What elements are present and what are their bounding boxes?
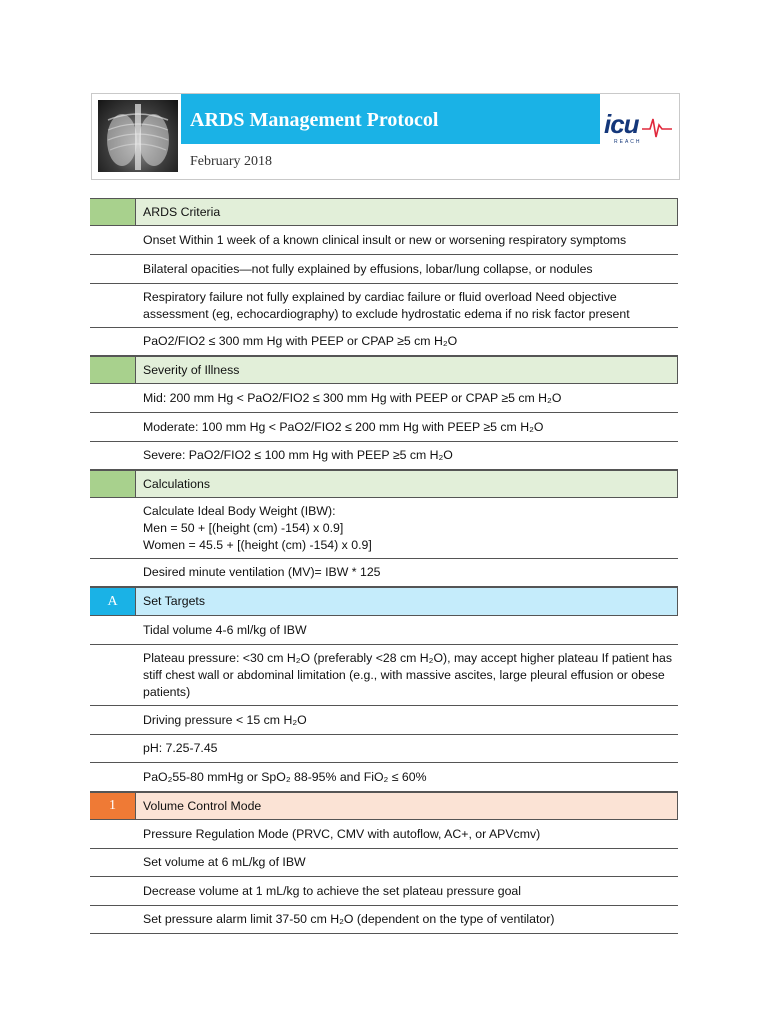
row-spacer <box>90 384 136 412</box>
section-marker <box>90 471 136 497</box>
row-spacer <box>90 284 136 327</box>
section-marker <box>90 357 136 383</box>
table-row <box>90 735 678 763</box>
row-spacer <box>90 442 136 469</box>
row-text: PaO₂55-80 mmHg or SpO₂ 88-95% and FiO₂ ≤ 60% <box>143 769 427 784</box>
section-header-row <box>90 470 678 498</box>
document-date: February 2018 <box>190 154 273 169</box>
row-text: pH: 7.25-7.45 <box>143 741 218 755</box>
row-text: Mid: 200 mm Hg < PaO2/FIO2 ≤ 300 mm Hg with PEEP or CPAP ≥5 cm H₂O <box>143 390 562 405</box>
row-text: Onset Within 1 week of a known clinical insult or new or worsening respiratory symptoms <box>143 232 627 247</box>
row-spacer <box>90 849 136 876</box>
table-row <box>90 328 678 356</box>
section-marker: 1 <box>90 793 136 819</box>
table-row <box>90 284 678 328</box>
row-text: Desired minute ventilation (MV)= IBW * 125 <box>143 565 381 579</box>
row-text-line: Men = 50 + [(height (cm) -154) x 0.9] <box>143 521 344 535</box>
row-text-line: Calculate Ideal Body Weight (IBW): <box>143 504 336 518</box>
section-title: ARDS Criteria <box>136 199 678 225</box>
row-spacer <box>90 255 136 283</box>
table-row <box>90 413 678 442</box>
row-spacer <box>90 413 136 441</box>
row-spacer <box>90 328 136 355</box>
row-text: Decrease volume at 1 mL/kg to achieve the set plateau pressure goal <box>143 883 522 898</box>
row-text: Pressure Regulation Mode (PRVC, CMV with autoflow, AC+, or APVcmv) <box>143 826 541 841</box>
table-row <box>90 384 678 413</box>
section-title: Set Targets <box>136 588 678 615</box>
row-text: PaO2/FIO2 ≤ 300 mm Hg with PEEP or CPAP ≥5 cm H₂O <box>143 334 458 348</box>
chest-xray-image <box>98 100 178 172</box>
row-spacer <box>90 820 136 848</box>
row-spacer <box>90 226 136 254</box>
row-spacer <box>90 763 136 791</box>
table-row <box>90 849 678 877</box>
table-row <box>90 498 678 559</box>
row-text: Severe: PaO2/FIO2 ≤ 100 mm Hg with PEEP ≥5 cm H₂O <box>143 448 453 462</box>
row-spacer <box>90 706 136 734</box>
row-text: Bilateral opacities—not fully explained by effusions, lobar/lung collapse, or nodules <box>143 261 593 276</box>
table-row <box>90 255 678 284</box>
heartbeat-icon <box>642 113 672 143</box>
table-row <box>90 906 678 934</box>
row-text <box>136 498 678 558</box>
section-header-row <box>90 356 678 384</box>
logo-text: icu <box>604 109 639 139</box>
table-row <box>90 442 678 470</box>
section-marker <box>90 199 136 225</box>
icu-reach-logo <box>602 109 674 149</box>
row-spacer <box>90 498 136 558</box>
section-header-row <box>90 587 678 616</box>
section-title: Volume Control Mode <box>136 793 678 819</box>
table-row <box>90 820 678 849</box>
section-title: Severity of Illness <box>136 357 678 383</box>
section-header-row <box>90 198 678 226</box>
row-spacer <box>90 906 136 933</box>
row-text-line: Women = 45.5 + [(height (cm) -154) x 0.9] <box>143 538 372 552</box>
row-spacer <box>90 877 136 905</box>
table-row <box>90 226 678 255</box>
table-row <box>90 645 678 706</box>
row-spacer <box>90 645 136 705</box>
table-row <box>90 763 678 792</box>
row-spacer <box>90 616 136 644</box>
table-row <box>90 616 678 645</box>
table-row <box>90 706 678 735</box>
row-text: Set pressure alarm limit 37-50 cm H₂O (dependent on the type of ventilator) <box>143 912 555 926</box>
row-text: Moderate: 100 mm Hg < PaO2/FIO2 ≤ 200 mm Hg with PEEP ≥5 cm H₂O <box>143 419 544 434</box>
row-text: Respiratory failure not fully explained by cardiac failure or fluid overload Need objective assessment (eg, echocardiography) to exclude hydrostatic edema if no risk factor present <box>143 289 630 321</box>
protocol-table <box>90 198 678 934</box>
table-row <box>90 559 678 587</box>
row-text: Set volume at 6 mL/kg of IBW <box>143 855 306 869</box>
section-marker: A <box>90 588 136 615</box>
row-text: Plateau pressure: <30 cm H₂O (preferably <28 cm H₂O), may accept higher plateau If patient has stiff chest wall or abdominal limitation (e.g., with massive ascites, large pleural effusion or obese patients) <box>143 650 673 699</box>
logo-subtext: REACH <box>614 139 642 145</box>
page-title: ARDS Management Protocol <box>190 109 439 131</box>
section-header-row <box>90 792 678 820</box>
row-spacer <box>90 735 136 762</box>
row-spacer <box>90 559 136 586</box>
section-title: Calculations <box>136 471 678 497</box>
row-text: Tidal volume 4-6 ml/kg of IBW <box>143 622 307 637</box>
protocol-header <box>91 93 680 180</box>
row-text: Driving pressure < 15 cm H₂O <box>143 712 307 727</box>
table-row <box>90 877 678 906</box>
